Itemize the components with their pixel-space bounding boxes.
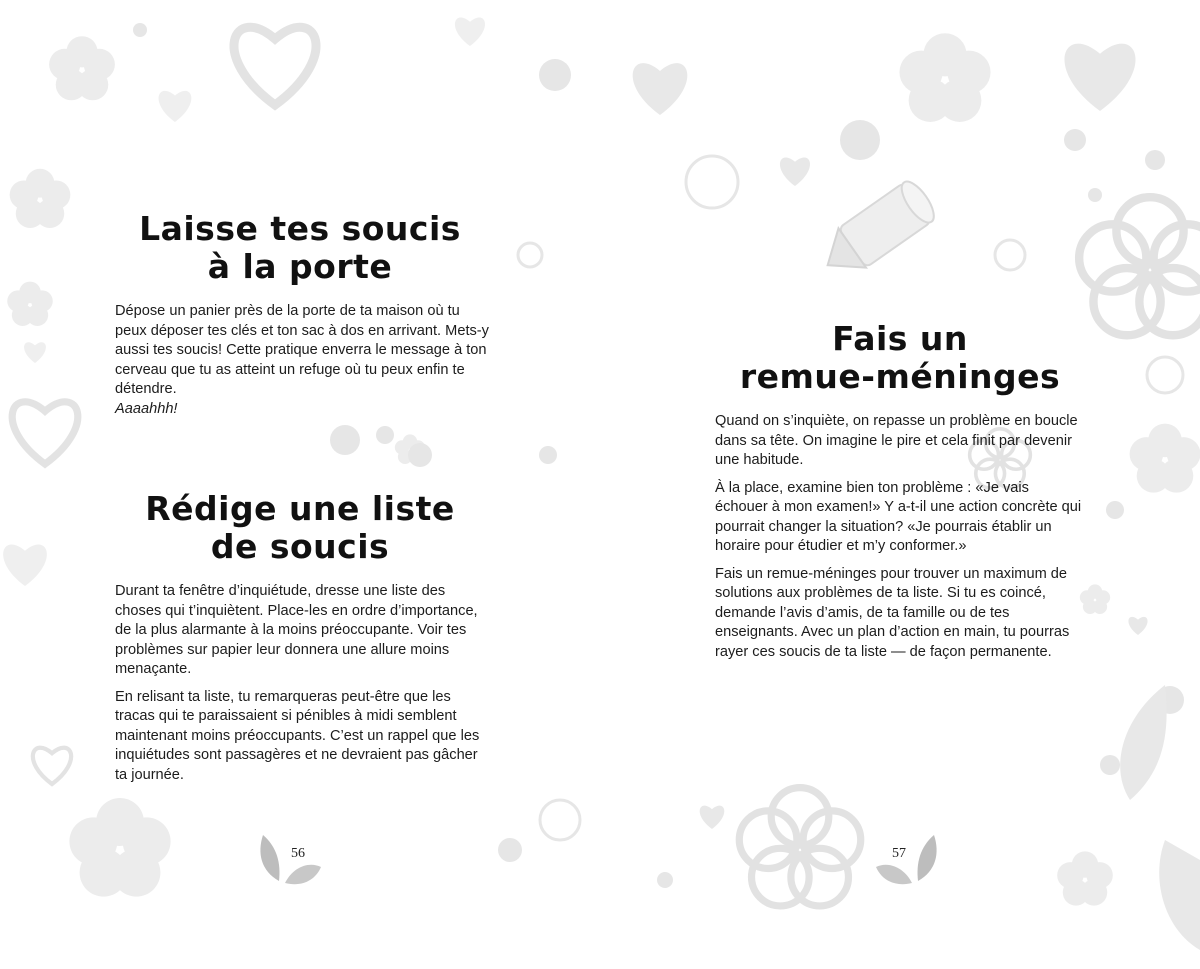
page-number: 57 [892, 846, 906, 861]
paragraph: Fais un remue-méninges pour trouver un maximum de solutions aux problèmes de ta liste. Si tu es coincé, demande l’avis d’amis, de ta famille ou de tes enseignants. Avec un plan d’action en main, tu pourras rayer ces soucis de ta liste — de façon permanente. [715, 565, 1070, 660]
title-line: de soucis [210, 527, 390, 566]
page-number-leaf-icon [872, 833, 942, 888]
paragraph: En relisant ta liste, tu remarqueras peut-être que les tracas qui te paraissaient si pénibles à midi semblent maintenant moins préoccupants. C’est un rappel que les inquiétudes sont passagères et ne devraient pas gâcher ta journée. [115, 688, 480, 783]
section-title-brainstorm [700, 320, 1100, 396]
section-title-worry-list [100, 490, 500, 566]
pencil-icon [814, 177, 940, 285]
paragraph: Quand on s’inquiète, on repasse un problème en boucle dans sa tête. On imagine le pire et cela finit par devenir une habitude. [715, 413, 1078, 468]
section-title-leave-worries [100, 210, 500, 286]
title-line: Fais un [832, 319, 968, 358]
paragraph: Durant ta fenêtre d’inquiétude, dresse une liste des choses qui t’inquiètent. Place-les en ordre d’importance, de la plus alarmante à la moins préoccupante. Voir tes problèmes sur papier leur donnera une allure moins menaçante. [115, 583, 478, 677]
paragraph: Dépose un panier près de la porte de ta maison où tu peux déposer tes clés et ton sac à dos en arrivant. Mets-y aussi tes soucis! Cette pratique enverra le message à ton cerveau que tu as atteint un refuge où tu peux enfin te détendre. [115, 303, 489, 397]
exclamation: Aaaahhh! [115, 400, 178, 417]
title-line: Laisse tes soucis [139, 209, 461, 248]
title-line: à la porte [207, 247, 393, 286]
section-body-brainstorm [715, 412, 1085, 670]
bubble-outline-icon [518, 243, 580, 840]
page-number: 56 [291, 846, 305, 861]
section-body-worry-list [115, 582, 490, 793]
page-number-leaf-icon [255, 833, 325, 888]
leaf-icon [1120, 685, 1200, 950]
title-line: Rédige une liste [145, 489, 455, 528]
paragraph: À la place, examine bien ton problème : «Je vais échouer à mon examen!» Y a-t-il une action concrète qui pourrait changer la situation? «Je pourrais établir un horaire pour étudier et m’y conformer.» [715, 479, 1082, 554]
title-line: remue-méninges [739, 357, 1061, 396]
section-body-leave-worries [115, 302, 490, 427]
